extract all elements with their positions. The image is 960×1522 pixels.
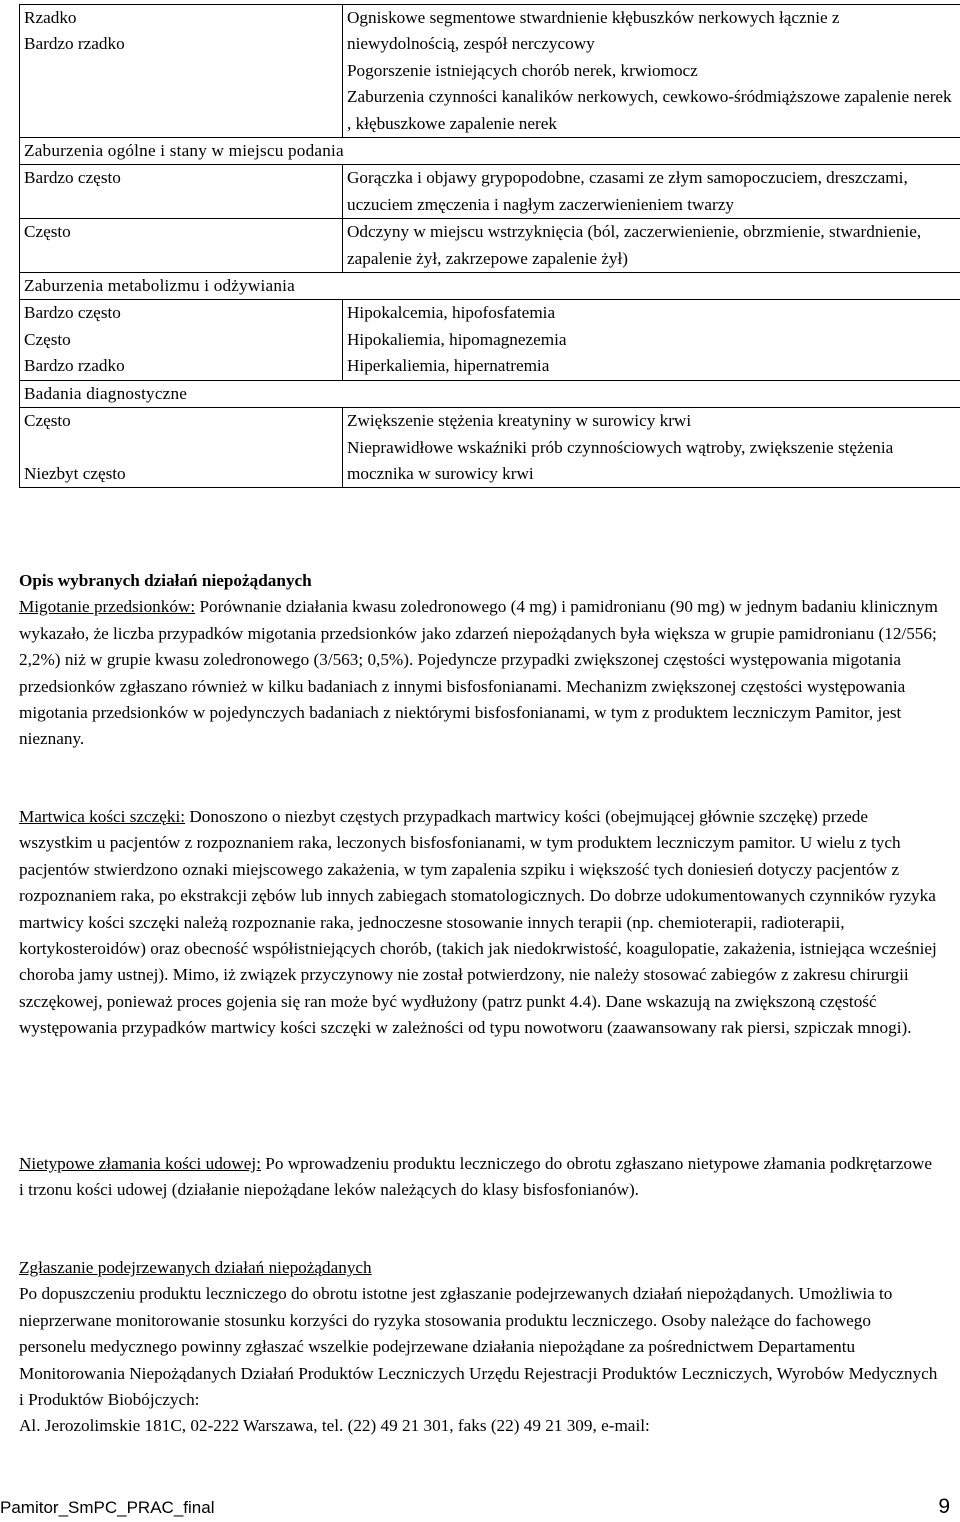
effect-text: Gorączka i objawy grypopodobne, czasami ze złym samopoczuciem, dreszczami, uczuciem zmęczenia i nagłym zaczerwienieniem twarzy xyxy=(343,165,960,219)
effect-text: Hipokaliemia, hipomagnezemia xyxy=(347,329,567,349)
table-section-row xyxy=(20,138,960,165)
frequency-label: Niezbyt często xyxy=(24,463,126,483)
section-heading: Badania diagnostyczne xyxy=(20,380,960,407)
effect-text: Zwiększenie stężenia kreatyniny w surowicy krwi xyxy=(347,411,692,431)
effect-text: Zaburzenia czynności kanalików nerkowych, cewkowo-śródmiąższowe zapalenie nerek , kłębuszkowe zapalenie nerek xyxy=(347,87,952,133)
table-section-row xyxy=(20,380,960,407)
onj-label: Martwica kości szczęki: xyxy=(19,807,186,826)
section-heading: Zaburzenia ogólne i stany w miejscu podania xyxy=(20,138,960,165)
frequency-cell xyxy=(20,300,343,380)
effect-text: Hiperkaliemia, hipernatremia xyxy=(347,356,550,376)
effect-cell xyxy=(343,5,960,138)
section-heading: Zaburzenia metabolizmu i odżywiania xyxy=(20,273,960,300)
table-row xyxy=(20,5,960,138)
onj-text: Donoszono o niezbyt częstych przypadkach martwicy kości (obejmującej głównie szczękę) przede wszystkim u pacjentów z rozpoznaniem raka, leczonych bisfosfonianami, w tym produktem leczniczym pamitor. U wielu z tych pacjentów stwierdzono oznaki miejscowego zakażenia, w tym zapalenia szpiku i większość tych doniesień dotyczy pacjentów z rozpoznaniem raka, po ekstrakcji zębów lub innych zabiegach stomatologicznych. Do dobrze udokumentowanych czynników ryzyka martwicy kości szczęki należą rozpoznanie raka, jednoczesne stosowanie innych terapii (np. chemioterapii, radioterapii, kortykosteroidów) oraz obecność współistniejących chorób, (takich jak niedokrwistość, koagulopatie, zakażenia, istniejąca wcześniej choroba jamy ustnej). Mimo, iż związek przyczynowy nie został potwierdzony, nie należy stosować zabiegów z zakresu chirurgii szczękowej, ponieważ proces gojenia się ran może być wydłużony (patrz punkt 4.4). Dane wskazują na zwiększoną częstość występowania przypadków martwicy kości szczęki w zależności od typu nowotworu (zaawansowany rak piersi, szpiczak mnogi). xyxy=(19,807,937,1038)
table-row xyxy=(20,219,960,273)
frequency-label xyxy=(24,435,338,461)
page-number: 9 xyxy=(938,1495,950,1518)
adverse-effects-table xyxy=(19,4,960,488)
table-row xyxy=(20,165,960,219)
frequency-label: Bardzo często xyxy=(24,303,121,323)
afib-label: Migotanie przedsionków: xyxy=(19,597,196,617)
onj-section xyxy=(19,804,941,1042)
effect-text: Odczyny w miejscu wstrzyknięcia (ból, zaczerwienienie, obrzmienie, stwardnienie, zapalenie żył, zakrzepowe zapalenie żył) xyxy=(343,219,960,273)
effect-cell xyxy=(343,408,960,488)
femur-section xyxy=(19,1151,941,1204)
effect-text: Hipokalcemia, hipofosfatemia xyxy=(347,303,556,323)
femur-text: Po wprowadzeniu produktu leczniczego do obrotu zgłaszano nietypowe złamania podkrętarzowe i trzonu kości udowej (działanie niepożądane leków należących do klasy bisfosfonianów). xyxy=(19,1154,933,1200)
frequency-cell xyxy=(20,408,343,488)
reporting-section xyxy=(19,1255,941,1440)
frequency-label: Często xyxy=(20,219,343,273)
frequency-cell xyxy=(20,5,343,138)
frequency-label: Bardzo rzadko xyxy=(24,34,125,54)
frequency-label: Bardzo często xyxy=(20,165,343,219)
section-heading: Opis wybranych działań niepożądanych xyxy=(19,571,312,590)
femur-paragraph xyxy=(19,1151,941,1204)
reporting-text: Po dopuszczeniu produktu leczniczego do obrotu istotne jest zgłaszanie podejrzewanych działań niepożądanych. Umożliwia to nieprzerwane monitorowanie stosunku korzyści do ryzyka stosowania produktu leczniczego. Osoby należące do fachowego personelu medycznego powinny zgłaszać wszelkie podejrzewane działania niepożądane za pośrednictwem Departamentu Monitorowania Niepożądanych Działań Produktów Leczniczych Urzędu Rejestracji Produktów Leczniczych, Wyrobów Medycznych i Produktów Biobójczych: xyxy=(19,1284,938,1410)
reporting-address: Al. Jerozolimskie 181C, 02-222 Warszawa, tel. (22) 49 21 301, faks (22) 49 21 309, e-mail: xyxy=(19,1416,650,1436)
table-section-row xyxy=(20,273,960,300)
effect-text: Ogniskowe segmentowe stwardnienie kłębuszków nerkowych łącznie z niewydolnością, zespół nerczycowy xyxy=(347,8,840,54)
document-name: Pamitor_SmPC_PRAC_final xyxy=(0,1498,215,1517)
femur-label: Nietypowe złamania kości udowej: xyxy=(19,1154,261,1173)
table-row xyxy=(20,408,960,488)
afib-text: Porównanie działania kwasu zoledronowego (4 mg) i pamidronianu (90 mg) w jednym badaniu klinicznym wykazało, że liczba przypadków migotania przedsionków jako zdarzeń niepożądanych była większa w grupie pamidronianu (12/556; 2,2%) niż w grupie kwasu zoledronowego (3/563; 0,5%). Pojedyncze przypadki zwiększonej częstości występowania migotania przedsionków zgłaszano również w kilku badaniach z innymi bisfosfonianami. Mechanizm zwiększonej częstości występowania migotania przedsionków w pojedynczych badaniach z niektórymi bisfosfonianami, w tym z produktem leczniczym Pamitor, jest nieznany. xyxy=(19,597,938,749)
effect-text: Pogorszenie istniejących chorób nerek, krwiomocz xyxy=(347,60,698,80)
table-row xyxy=(20,300,960,380)
frequency-label: Często xyxy=(24,411,71,431)
reporting-heading: Zgłaszanie podejrzewanych działań niepożądanych xyxy=(19,1258,372,1277)
afib-paragraph xyxy=(19,594,941,752)
effect-cell xyxy=(343,300,960,380)
frequency-label: Rzadko xyxy=(24,8,77,27)
selected-effects-section xyxy=(19,568,941,753)
effect-text: Nieprawidłowe wskaźniki prób czynnościowych wątroby, zwiększenie stężenia mocznika w surowicy krwi xyxy=(347,437,894,483)
frequency-label: Bardzo rzadko xyxy=(24,356,125,376)
frequency-label: Często xyxy=(24,329,71,349)
onj-paragraph xyxy=(19,804,941,1042)
